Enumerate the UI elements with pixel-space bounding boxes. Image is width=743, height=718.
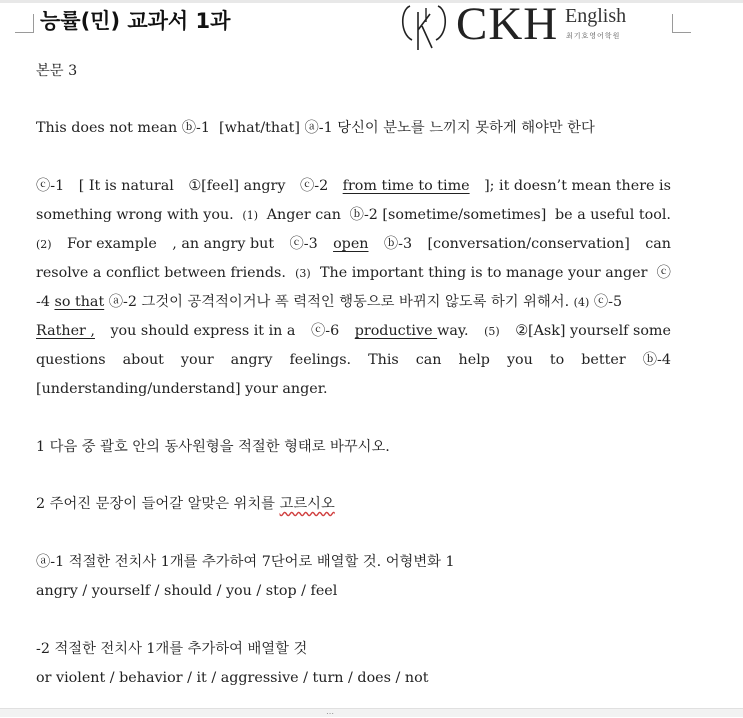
blank-marker: ⓒ-6 (310, 323, 340, 339)
passage-line-5 (36, 288, 671, 317)
word: your (180, 352, 214, 368)
word: better (581, 352, 626, 368)
intro-line (36, 114, 671, 143)
blank-marker: ⓒ-3 (289, 236, 318, 252)
passage-line-3 (36, 230, 671, 259)
word: This (36, 120, 67, 136)
section-label: 본문 3 (36, 63, 78, 79)
text: can (645, 236, 671, 252)
underlined-phrase: so that (54, 294, 105, 310)
passage-line-8: [understanding/understand] your anger. (36, 381, 328, 397)
blank-marker: ⓑ-4 (642, 352, 671, 368)
word: This (368, 352, 399, 368)
question-3-instruction: ⓐ-1 적절한 전치사 1개를 추가하여 7단어로 배열할 것. 어형변화 1 (36, 554, 455, 570)
position-marker: (4) (573, 296, 590, 309)
question-4-instruction: -2 적절한 전치사 1개를 추가하여 배열할 것 (36, 641, 308, 657)
resize-grip-icon[interactable]: ⋯ (326, 709, 334, 718)
word: does (71, 120, 105, 136)
korean-hint: 당신이 분노를 느끼지 못하게 해야만 한다 (337, 120, 595, 136)
blank-marker: ⓑ-3 (383, 236, 413, 252)
question-3-words: angry / yourself / should / you / stop / feel (36, 583, 338, 599)
word: feelings. (289, 352, 352, 368)
passage-line-1 (36, 172, 671, 201)
word: about (122, 352, 164, 368)
text: Anger can (266, 207, 341, 223)
word: to (549, 352, 565, 368)
blank-marker: ⓒ-5 (593, 294, 623, 310)
text: For example (66, 236, 157, 252)
text: resolve a conflict between friends. (36, 265, 286, 281)
word: mean (137, 120, 178, 136)
text: something wrong with you. (36, 207, 234, 223)
question-4-words: or violent / behavior / it / aggressive / turn / does / not (36, 670, 429, 686)
choice: ⓑ-2 [sometime/sometimes] (349, 207, 547, 223)
question-1: 1 다음 중 괄호 안의 동사원형을 적절한 형태로 바꾸시오. (36, 439, 390, 455)
choice: [conversation/conservation] (427, 236, 630, 252)
ckh-logo (398, 0, 638, 52)
word: not (109, 120, 133, 136)
text: The important thing is to manage your anger (319, 265, 648, 281)
position-marker: (2) (36, 238, 52, 251)
text: ]; it doesn’t mean there is (484, 178, 671, 194)
logo-wordmark: CKH (456, 0, 559, 50)
position-marker: (5) (484, 325, 500, 338)
choice: [what/that] (219, 120, 300, 136)
text: way. (437, 323, 469, 339)
position-marker: (1) (242, 209, 259, 222)
passage-line-4 (36, 259, 671, 288)
verb-blank: ②[Ask] yourself some (515, 323, 671, 339)
document-title: 능률(민) 교과서 1과 (40, 9, 231, 33)
logo-english: English (565, 5, 627, 27)
page-corner-mark-right (672, 14, 691, 33)
underlined-phrase: from time to time (342, 178, 470, 194)
text: you should express it in a (110, 323, 296, 339)
question-2-spellcheck-word: 고르시오 (279, 496, 335, 512)
korean-hint: ⓐ-2 그것이 공격적이거나 폭 력적인 행동으로 바뀌지 않도록 하기 위해서. (108, 294, 570, 310)
word: you (506, 352, 533, 368)
passage-line-2 (36, 201, 671, 230)
blank-marker: ⓒ-1 (36, 178, 65, 194)
blank-marker: ⓐ-1 (304, 120, 333, 136)
word: can (415, 352, 442, 368)
underlined-word: Rather , (36, 323, 95, 339)
text: be a useful tool. (555, 207, 671, 223)
position-marker: (3) (295, 267, 311, 280)
text: [ It is natural (78, 178, 174, 194)
verb-blank: ①[feel] angry (188, 178, 286, 194)
text: , an angry but (172, 236, 275, 252)
page-corner-mark-left (15, 14, 34, 33)
underlined-word: open (333, 236, 369, 252)
passage-line-7 (36, 346, 671, 375)
question-2 (36, 490, 671, 519)
logo-subtitle: 최기호영어학원 (566, 32, 621, 40)
blank-marker: ⓒ-2 (299, 178, 329, 194)
blank-marker: ⓒ (656, 265, 671, 281)
ckh-logo-mark-icon (398, 0, 450, 52)
word: questions (36, 352, 106, 368)
underlined-word: productive (354, 323, 438, 339)
blank-marker: ⓑ-1 (181, 120, 210, 136)
question-2-text: 2 주어진 문장이 들어갈 알맞은 위치를 (36, 496, 275, 512)
blank-marker: -4 (36, 294, 50, 310)
word: angry (230, 352, 273, 368)
passage-line-6 (36, 317, 671, 346)
word: help (458, 352, 490, 368)
